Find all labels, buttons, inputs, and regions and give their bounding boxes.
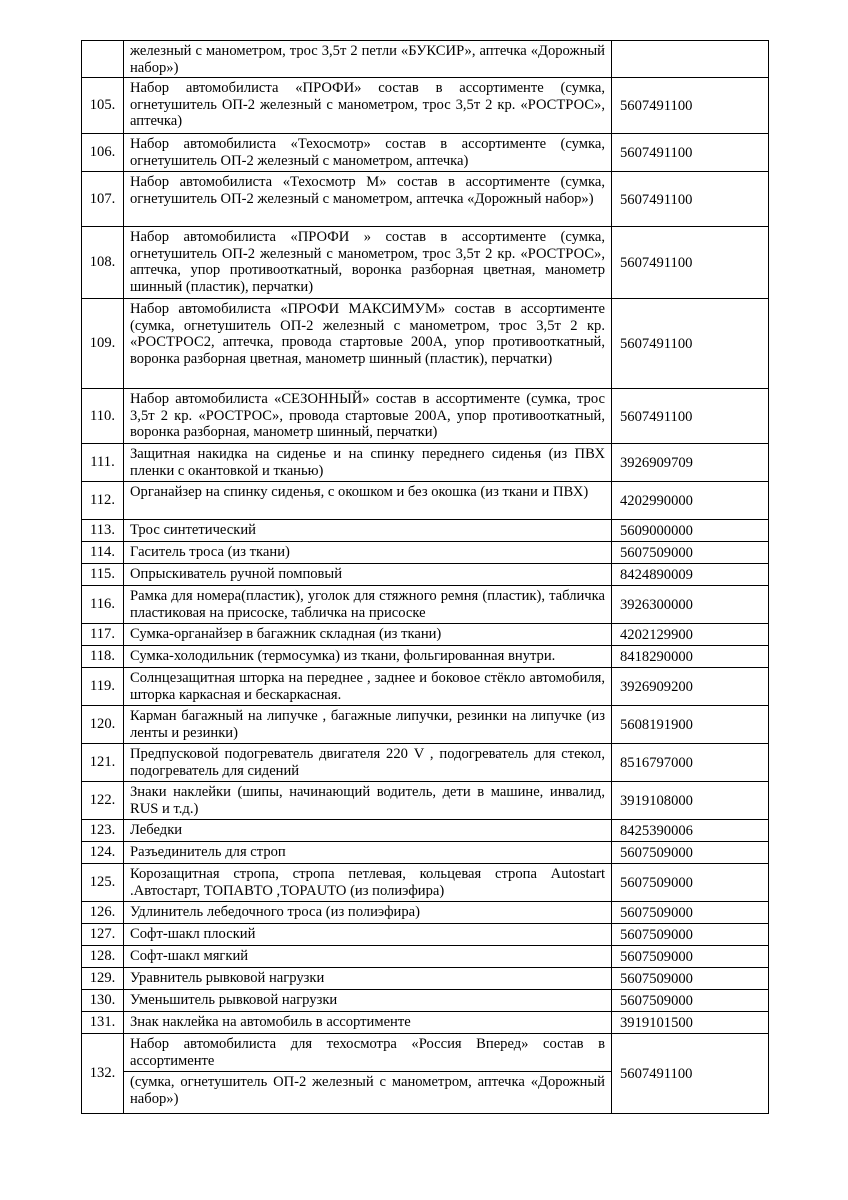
row-number: 115. <box>82 564 124 586</box>
row-number: 122. <box>82 782 124 820</box>
row-code: 3926909709 <box>612 444 769 482</box>
row-code: 8425390006 <box>612 820 769 842</box>
row-number: 123. <box>82 820 124 842</box>
row-description: Рамка для номера(пластик), уголок для стяжного ремня (пластик), табличка пластиковая на присоске, табличка на присоске <box>124 586 612 624</box>
table-row <box>82 389 769 444</box>
table-row <box>82 924 769 946</box>
row-code: 5607491100 <box>612 78 769 134</box>
table-row <box>82 624 769 646</box>
row-description: Органайзер на спинку сиденья, с окошком и без окошка (из ткани и ПВХ) <box>124 482 612 520</box>
table-row <box>82 564 769 586</box>
row-description: Знак наклейка на автомобиль в ассортименте <box>124 1012 612 1034</box>
row-description: Набор автомобилиста «ПРОФИ» состав в ассортименте (сумка, огнетушитель ОП-2 железный с манометром, трос 3,5т 2 кр. «РОСТРОС», аптечка) <box>124 78 612 134</box>
row-description-top: Набор автомобилиста для техосмотра «Россия Вперед» состав в ассортименте <box>130 1036 605 1069</box>
row-number: 130. <box>82 990 124 1012</box>
row-number: 120. <box>82 706 124 744</box>
row-description: Софт-шакл мягкий <box>124 946 612 968</box>
table-row <box>82 706 769 744</box>
row-number: 119. <box>82 668 124 706</box>
row-code: 5607509000 <box>612 864 769 902</box>
table-row <box>82 41 769 78</box>
table-row <box>82 668 769 706</box>
row-description: Лебедки <box>124 820 612 842</box>
row-number: 106. <box>82 134 124 172</box>
row-number: 128. <box>82 946 124 968</box>
row-number: 108. <box>82 227 124 299</box>
row-number: 107. <box>82 172 124 227</box>
table-row <box>82 299 769 389</box>
row-code: 5607491100 <box>612 227 769 299</box>
table-row <box>82 444 769 482</box>
table-row <box>82 542 769 564</box>
row-number: 126. <box>82 902 124 924</box>
row-code: 5607491100 <box>612 299 769 389</box>
table-row <box>82 782 769 820</box>
row-number: 121. <box>82 744 124 782</box>
row-code: 3926300000 <box>612 586 769 624</box>
row-code: 4202990000 <box>612 482 769 520</box>
table-row <box>82 1012 769 1034</box>
goods-table <box>81 40 769 1114</box>
row-code: 5607491100 <box>612 389 769 444</box>
row-number: 113. <box>82 520 124 542</box>
row-number: 105. <box>82 78 124 134</box>
row-description: Опрыскиватель ручной помповый <box>124 564 612 586</box>
row-code: 5607509000 <box>612 946 769 968</box>
row-description <box>124 1034 612 1114</box>
table-row <box>82 646 769 668</box>
row-number: 124. <box>82 842 124 864</box>
row-code: 3926909200 <box>612 668 769 706</box>
table-row <box>82 902 769 924</box>
row-description: Защитная накидка на сиденье и на спинку переднего сиденья (из ПВХ пленки с окантовкой и тканью) <box>124 444 612 482</box>
row-number: 129. <box>82 968 124 990</box>
document-page <box>81 40 768 1114</box>
table-row <box>82 864 769 902</box>
row-number: 110. <box>82 389 124 444</box>
row-description: Набор автомобилиста «ПРОФИ МАКСИМУМ» состав в ассортименте (сумка, огнетушитель ОП-2 железный с манометром, трос 3,5т 2 кр. «РОСТРОС2, аптечка, провода стартовые 200А, упор противооткатный, воронка разборная цветная, манометр шинный (пластик), перчатки) <box>124 299 612 389</box>
table-row <box>82 78 769 134</box>
table-row <box>82 946 769 968</box>
row-code: 8516797000 <box>612 744 769 782</box>
table-row <box>82 820 769 842</box>
row-description: Трос синтетический <box>124 520 612 542</box>
row-code: 5609000000 <box>612 520 769 542</box>
table-row <box>82 990 769 1012</box>
row-description: Набор автомобилиста «СЕЗОННЫЙ» состав в ассортименте (сумка, трос 3,5т 2 кр. «РОСТРОС», провода стартовые 200А, упор противооткатный, воронка разборная, манометр шинный, перчатки) <box>124 389 612 444</box>
table-row <box>82 520 769 542</box>
row-description: Софт-шакл плоский <box>124 924 612 946</box>
row-number: 132. <box>82 1034 124 1114</box>
table-row <box>82 172 769 227</box>
row-code: 5607491100 <box>612 1034 769 1114</box>
table-row <box>82 1034 769 1114</box>
row-code: 5607509000 <box>612 968 769 990</box>
row-description: Набор автомобилиста «Техосмотр» состав в ассортименте (сумка, огнетушитель ОП-2 железный с манометром, аптечка) <box>124 134 612 172</box>
row-number: 114. <box>82 542 124 564</box>
row-number: 125. <box>82 864 124 902</box>
row-code: 5608191900 <box>612 706 769 744</box>
row-description: Уменьшитель рывковой нагрузки <box>124 990 612 1012</box>
row-number: 127. <box>82 924 124 946</box>
table-row <box>82 968 769 990</box>
table-row <box>82 227 769 299</box>
row-description: Разъединитель для строп <box>124 842 612 864</box>
row-code: 5607491100 <box>612 134 769 172</box>
row-code: 5607509000 <box>612 902 769 924</box>
row-number: 131. <box>82 1012 124 1034</box>
row-code: 5607509000 <box>612 842 769 864</box>
row-description: Гаситель троса (из ткани) <box>124 542 612 564</box>
row-code: 5607491100 <box>612 172 769 227</box>
row-description: Сумка-холодильник (термосумка) из ткани, фольгированная внутри. <box>124 646 612 668</box>
row-description-bottom: (сумка, огнетушитель ОП-2 железный с манометром, аптечка «Дорожный набор») <box>124 1071 611 1107</box>
row-code: 5607509000 <box>612 542 769 564</box>
row-description: Знаки наклейки (шипы, начинающий водитель, дети в машине, инвалид, RUS и т.д.) <box>124 782 612 820</box>
row-description: Сумка-органайзер в багажник складная (из ткани) <box>124 624 612 646</box>
row-description: Удлинитель лебедочного троса (из полиэфира) <box>124 902 612 924</box>
row-code: 3919108000 <box>612 782 769 820</box>
row-number: 118. <box>82 646 124 668</box>
row-number: 116. <box>82 586 124 624</box>
row-number: 117. <box>82 624 124 646</box>
goods-table-body <box>82 41 769 1114</box>
row-code: 4202129900 <box>612 624 769 646</box>
table-row <box>82 744 769 782</box>
table-row <box>82 482 769 520</box>
row-code: 8424890009 <box>612 564 769 586</box>
table-row <box>82 134 769 172</box>
row-description: Набор автомобилиста «ПРОФИ » состав в ассортименте (сумка, огнетушитель ОП-2 железный с манометром, трос 3,5т 2 кр. «РОСТРОС», аптечка, упор противооткатный, воронка разборная цветная, манометр шинный (пластик), перчатки) <box>124 227 612 299</box>
row-description: Карман багажный на липучке , багажные липучки, резинки на липучке (из ленты и резинки) <box>124 706 612 744</box>
row-description: Корозащитная стропа, стропа петлевая, кольцевая стропа Autostart .Автостарт, ТОПАВТО ,TOPAUTO (из полиэфира) <box>124 864 612 902</box>
row-description: Солнцезащитная шторка на переднее , заднее и боковое стёкло автомобиля, шторка каркасная и бескаркасная. <box>124 668 612 706</box>
row-code <box>612 41 769 78</box>
row-description: Уравнитель рывковой нагрузки <box>124 968 612 990</box>
row-number: 109. <box>82 299 124 389</box>
row-number: 111. <box>82 444 124 482</box>
table-row <box>82 586 769 624</box>
row-description: железный с манометром, трос 3,5т 2 петли «БУКСИР», аптечка «Дорожный набор») <box>124 41 612 78</box>
row-code: 5607509000 <box>612 990 769 1012</box>
row-number: 112. <box>82 482 124 520</box>
row-description: Предпусковой подогреватель двигателя 220 V , подогреватель для стекол, подогреватель для сидений <box>124 744 612 782</box>
row-number <box>82 41 124 78</box>
row-code: 5607509000 <box>612 924 769 946</box>
table-row <box>82 842 769 864</box>
row-description: Набор автомобилиста «Техосмотр М» состав в ассортименте (сумка, огнетушитель ОП-2 железный с манометром, аптечка «Дорожный набор») <box>124 172 612 227</box>
row-code: 8418290000 <box>612 646 769 668</box>
row-code: 3919101500 <box>612 1012 769 1034</box>
